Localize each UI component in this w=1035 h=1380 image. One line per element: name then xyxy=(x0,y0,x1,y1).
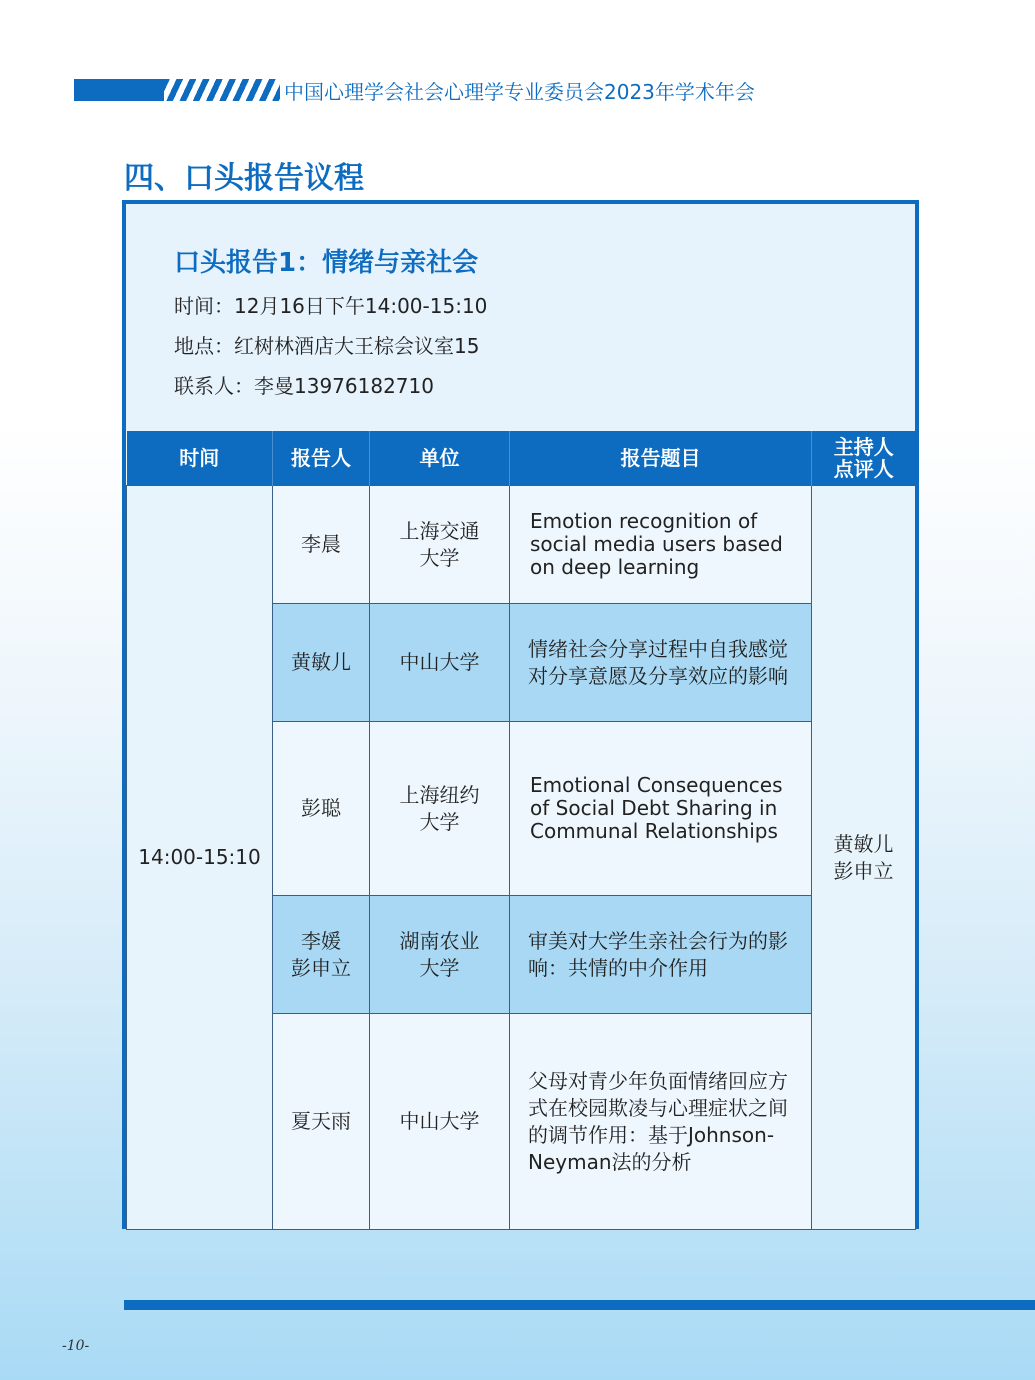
unit-cell xyxy=(370,604,510,722)
speaker-cell xyxy=(273,1014,370,1230)
unit-line1: 上海纽约 xyxy=(399,782,480,807)
report-location: 地点：红树林酒店大王棕会议室15 xyxy=(174,334,480,358)
unit-cell xyxy=(370,722,510,896)
host-cell xyxy=(812,486,916,1230)
unit-line2: 大学 xyxy=(419,545,460,570)
speaker-name: 李媛 xyxy=(301,928,341,953)
speaker-cell xyxy=(273,604,370,722)
unit-line1: 上海交通 xyxy=(399,518,480,543)
topic-cell: 父母对青少年负面情绪回应方式在校园欺凌与心理症状之间的调节作用：基于Johnson-Neyman法的分析 xyxy=(510,1014,812,1230)
unit-line2: 大学 xyxy=(419,809,460,834)
report-title: 口头报告1：情绪与亲社会 xyxy=(174,248,479,278)
header-unit: 单位 xyxy=(370,431,510,486)
report-info xyxy=(126,204,915,431)
speaker-cell xyxy=(273,722,370,896)
topic-cell: Emotional Consequences of Social Debt Sharing in Communal Relationships xyxy=(510,722,812,896)
host-name-1: 黄敏儿 xyxy=(833,831,894,856)
table-header-row xyxy=(127,431,916,486)
footer-bar xyxy=(124,1300,1035,1310)
agenda-table xyxy=(126,431,916,1230)
header-title: 中国心理学会社会心理学专业委员会2023年学术年会 xyxy=(284,80,755,104)
table-row xyxy=(127,486,916,604)
header-time: 时间 xyxy=(127,431,273,486)
session-time: 14:00-15:10 xyxy=(127,486,273,1230)
unit-line2: 大学 xyxy=(419,955,460,980)
header-host-line2: 点评人 xyxy=(833,457,894,481)
speaker-name: 彭聪 xyxy=(301,796,341,820)
header-stripes xyxy=(150,79,280,101)
report-time: 时间：12月16日下午14:00-15:10 xyxy=(174,294,488,318)
unit-line1: 中山大学 xyxy=(399,650,480,674)
report-contact: 联系人：李曼13976182710 xyxy=(174,374,434,398)
unit-cell xyxy=(370,486,510,604)
speaker-cell xyxy=(273,896,370,1014)
speaker-name-2: 彭申立 xyxy=(291,955,351,980)
unit-line1: 中山大学 xyxy=(399,1109,480,1133)
host-name-2: 彭申立 xyxy=(833,858,894,883)
page-number: -10- xyxy=(62,1338,90,1354)
topic-cell: Emotion recognition of social media users based on deep learning xyxy=(510,486,812,604)
section-title: 四、口头报告议程 xyxy=(124,161,364,196)
topic-cell: 情绪社会分享过程中自我感觉对分享意愿及分享效应的影响 xyxy=(510,604,812,722)
unit-line1: 湖南农业 xyxy=(399,928,480,953)
topic-cell: 审美对大学生亲社会行为的影响：共情的中介作用 xyxy=(510,896,812,1014)
header-topic: 报告题目 xyxy=(510,431,812,486)
unit-cell xyxy=(370,896,510,1014)
header-host xyxy=(812,431,916,486)
header-host-line1: 主持人 xyxy=(833,435,894,459)
speaker-name: 李晨 xyxy=(301,532,341,556)
speaker-cell xyxy=(273,486,370,604)
unit-cell xyxy=(370,1014,510,1230)
speaker-name: 黄敏儿 xyxy=(291,650,351,674)
speaker-name: 夏天雨 xyxy=(291,1109,351,1133)
agenda-panel xyxy=(122,200,919,1229)
header-speaker: 报告人 xyxy=(273,431,370,486)
